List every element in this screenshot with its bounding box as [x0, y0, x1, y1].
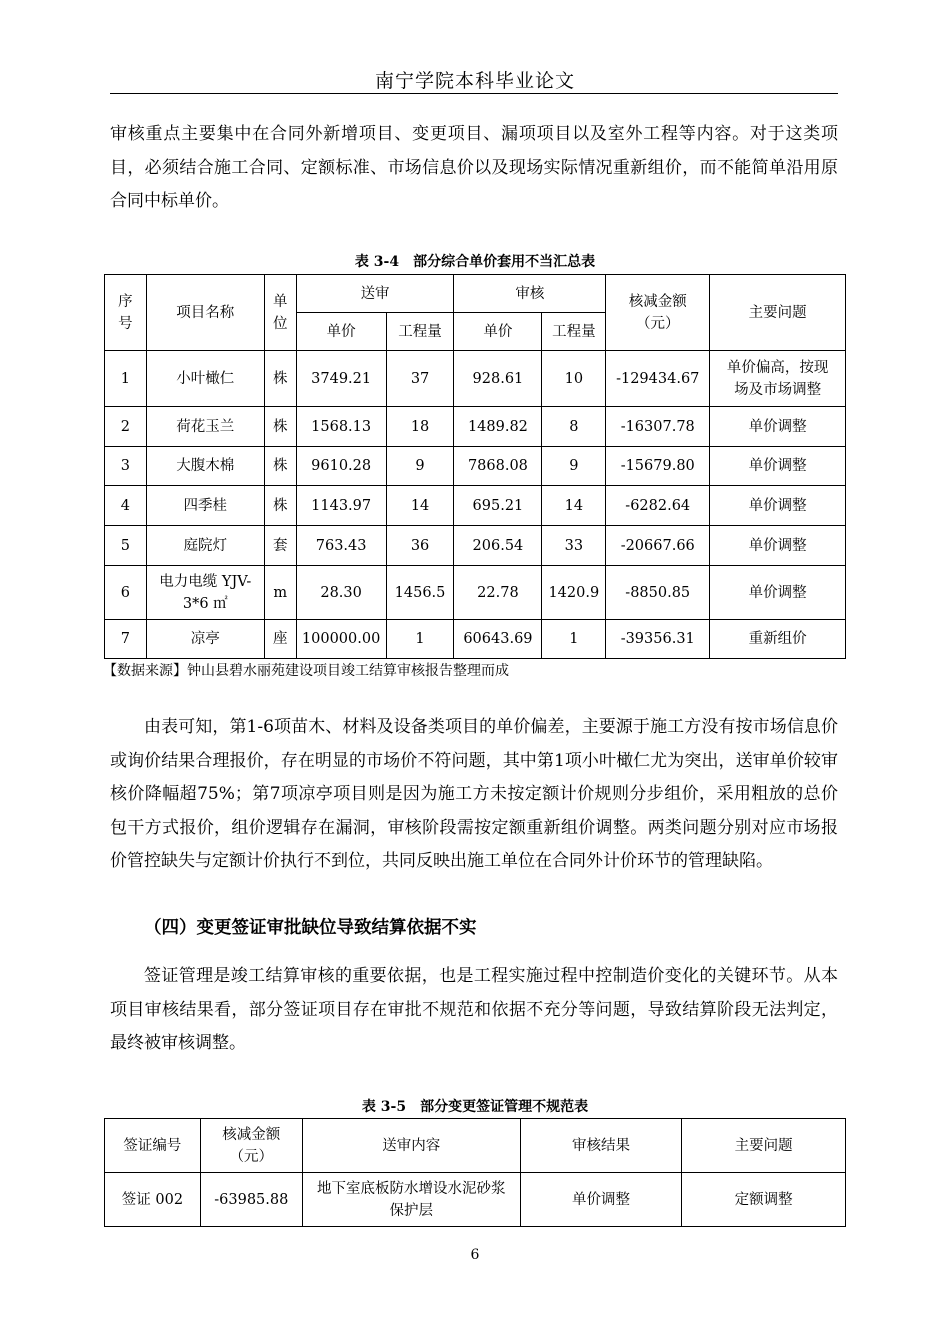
table2-caption: 表 3-5 部分变更签证管理不规范表: [361, 1099, 589, 1115]
row-aud-price: 60643.69: [454, 620, 542, 659]
row-sub-price: 1568.13: [296, 407, 386, 447]
row-seq: 1: [105, 351, 147, 407]
row-sub-price: 100000.00: [296, 620, 386, 659]
row-unit: 株: [264, 486, 296, 526]
table2-header-deduction: 核减金额（元）: [200, 1119, 302, 1173]
row-issue: 单价调整: [710, 526, 846, 566]
row-sub-qty: 14: [386, 486, 454, 526]
row-seq: 4: [105, 486, 147, 526]
table1: [104, 274, 846, 659]
row-issue: 单价调整: [710, 447, 846, 486]
row-sub-price: 9610.28: [296, 447, 386, 486]
table-row: [105, 566, 846, 620]
row-issue: 定额调整: [682, 1173, 846, 1227]
row-unit: m: [264, 566, 296, 620]
table1-header-unit: 单位: [264, 275, 296, 351]
row-seq: 7: [105, 620, 147, 659]
row-name: 小叶橄仁: [146, 351, 264, 407]
row-sub-price: 28.30: [296, 566, 386, 620]
row-deduction: -39356.31: [606, 620, 710, 659]
row-deduction: -129434.67: [606, 351, 710, 407]
row-aud-qty: 1420.9: [542, 566, 606, 620]
table1-source: 【数据来源】钟山县碧水丽苑建设项目竣工结算审核报告整理而成: [103, 663, 509, 679]
table-row: [105, 526, 846, 566]
row-aud-qty: 10: [542, 351, 606, 407]
table1-header-issue: 主要问题: [710, 275, 846, 351]
row-name: 大腹木棉: [146, 447, 264, 486]
table2-header-id: 签证编号: [105, 1119, 201, 1173]
row-deduction: -6282.64: [606, 486, 710, 526]
row-aud-qty: 14: [542, 486, 606, 526]
row-aud-price: 695.21: [454, 486, 542, 526]
row-unit: 座: [264, 620, 296, 659]
table1-header-seq: 序号: [105, 275, 147, 351]
section-heading: （四）变更签证审批缺位导致结算依据不实: [144, 918, 477, 938]
row-aud-qty: 1: [542, 620, 606, 659]
row-name: 凉亭: [146, 620, 264, 659]
table1-header-sub-price: 单价: [296, 313, 386, 351]
row-deduction: -15679.80: [606, 447, 710, 486]
table1-header-submitted: 送审: [296, 275, 454, 313]
row-aud-qty: 9: [542, 447, 606, 486]
table1-header-aud-qty: 工程量: [542, 313, 606, 351]
row-unit: 套: [264, 526, 296, 566]
row-deduction: -16307.78: [606, 407, 710, 447]
row-seq: 3: [105, 447, 147, 486]
row-name: 庭院灯: [146, 526, 264, 566]
row-sub-price: 763.43: [296, 526, 386, 566]
table-row: [105, 447, 846, 486]
header-rule: [110, 93, 838, 94]
row-aud-price: 206.54: [454, 526, 542, 566]
row-issue: 重新组价: [710, 620, 846, 659]
table-row: [105, 351, 846, 407]
table2: [104, 1118, 846, 1227]
row-seq: 5: [105, 526, 147, 566]
row-unit: 株: [264, 447, 296, 486]
paragraph-analysis: 由表可知，第1-6项苗木、材料及设备类项目的单价偏差，主要源于施工方没有按市场信息价或询价结果合理报价，存在明显的市场价不符问题，其中第1项小叶橄仁尤为突出，送审单价较审核价降幅超75%；第7项凉亭项目则是因为施工方未按定额计价规则分步组价，采用粗放的总价包干方式报价，组价逻辑存在漏洞，审核阶段需按定额重新组价调整。两类问题分别对应市场报价管控缺失与定额计价执行不到位，共同反映出施工单位在合同外计价环节的管理缺陷。: [110, 717, 838, 871]
row-sub-price: 3749.21: [296, 351, 386, 407]
table1-header-sub-qty: 工程量: [386, 313, 454, 351]
row-name: 四季桂: [146, 486, 264, 526]
row-seq: 6: [105, 566, 147, 620]
row-name: 电力电缆 YJV-3*6 ㎡: [146, 566, 264, 620]
page-number: 6: [470, 1247, 480, 1263]
table1-header-deduction: 核减金额（元）: [606, 275, 710, 351]
row-name: 荷花玉兰: [146, 407, 264, 447]
table-row: [105, 1173, 846, 1227]
row-content: 地下室底板防水增设水泥砂浆保护层: [302, 1173, 520, 1227]
table1-caption: 表 3-4 部分综合单价套用不当汇总表: [354, 254, 596, 270]
table-row: [105, 407, 846, 447]
row-deduction: -8850.85: [606, 566, 710, 620]
paragraph-intro: 审核重点主要集中在合同外新增项目、变更项目、漏项项目以及室外工程等内容。对于这类项目，必须结合施工合同、定额标准、市场信息价以及现场实际情况重新组价，而不能简单沿用原合同中标单价。: [110, 124, 838, 211]
paragraph-visa: 签证管理是竣工结算审核的重要依据，也是工程实施过程中控制造价变化的关键环节。从本项目审核结果看，部分签证项目存在审批不规范和依据不充分等问题，导致结算阶段无法判定，最终被审核调整。: [110, 966, 838, 1053]
row-sub-price: 1143.97: [296, 486, 386, 526]
row-sub-qty: 1: [386, 620, 454, 659]
table2-header-issue: 主要问题: [682, 1119, 846, 1173]
row-aud-price: 7868.08: [454, 447, 542, 486]
table1-header-name: 项目名称: [146, 275, 264, 351]
row-sub-qty: 9: [386, 447, 454, 486]
row-aud-qty: 8: [542, 407, 606, 447]
row-unit: 株: [264, 407, 296, 447]
table-row: [105, 620, 846, 659]
row-seq: 2: [105, 407, 147, 447]
row-aud-price: 1489.82: [454, 407, 542, 447]
row-sub-qty: 36: [386, 526, 454, 566]
row-issue: 单价调整: [710, 486, 846, 526]
running-header: 南宁学院本科毕业论文: [374, 70, 575, 92]
table2-header-result: 审核结果: [520, 1119, 682, 1173]
row-deduction: -20667.66: [606, 526, 710, 566]
row-aud-price: 22.78: [454, 566, 542, 620]
row-sub-qty: 18: [386, 407, 454, 447]
row-aud-qty: 33: [542, 526, 606, 566]
table2-header-content: 送审内容: [302, 1119, 520, 1173]
row-issue: 单价调整: [710, 407, 846, 447]
row-sub-qty: 1456.5: [386, 566, 454, 620]
table1-header-aud-price: 单价: [454, 313, 542, 351]
row-sub-qty: 37: [386, 351, 454, 407]
row-issue: 单价偏高，按现场及市场调整: [710, 351, 846, 407]
table-row: [105, 486, 846, 526]
row-aud-price: 928.61: [454, 351, 542, 407]
table1-header-audited: 审核: [454, 275, 606, 313]
row-deduction: -63985.88: [200, 1173, 302, 1227]
row-id: 签证 002: [105, 1173, 201, 1227]
row-issue: 单价调整: [710, 566, 846, 620]
row-result: 单价调整: [520, 1173, 682, 1227]
row-unit: 株: [264, 351, 296, 407]
